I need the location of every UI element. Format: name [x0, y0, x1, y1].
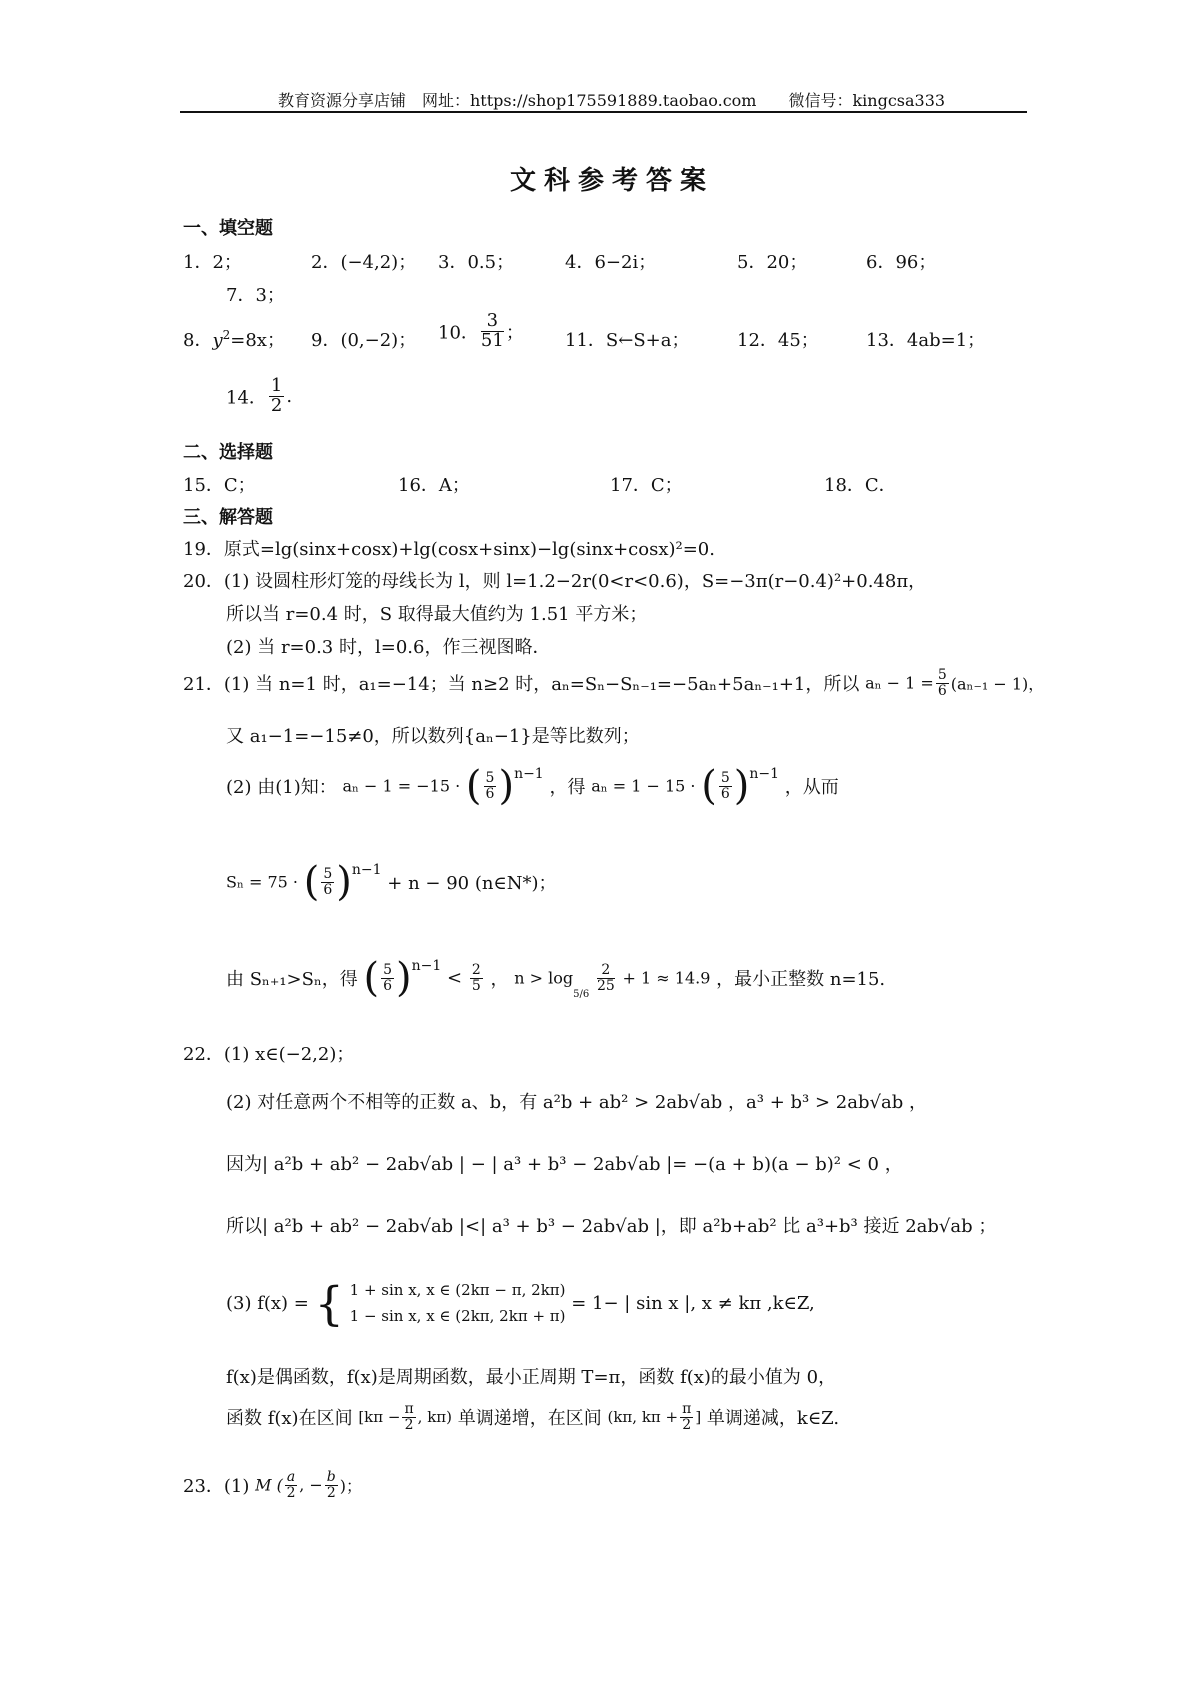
answer-17: 17．C； — [610, 475, 683, 496]
piecewise-case-1: 1 + sin x, x ∈ (2kπ − π, 2kπ) — [349, 1281, 566, 1299]
answer-9: 9．(0,−2)； — [311, 330, 417, 351]
question-21-line-1: 21．(1) 当 n=1 时，a₁=−14；当 n≥2 时，aₙ=Sₙ−Sₙ₋₁=−5aₙ+5aₙ₋₁+1，所以 aₙ − 1 = $\frac{5}{6}$ (aₙ₋₁ − 1)， — [183, 667, 1045, 699]
answer-6: 6．96； — [866, 252, 937, 273]
answer-2: 2．(−4,2)； — [311, 252, 417, 273]
answer-10: 10． $\frac{3}{51}$ ； — [438, 310, 524, 351]
section-solve-heading: 三、解答题 — [183, 507, 273, 528]
question-22-line-3: 因为| a²b + ab² − 2ab√ab | − | a³ + b³ − 2ab√ab |= −(a + b)(a − b)² < 0 ， — [226, 1154, 903, 1175]
question-21-line-3: (2) 由(1)知： aₙ − 1 = −15 · ( $\frac{5}{6}$ )$^{n-1}$ ，得 aₙ = 1 − 15 · ( $\frac{5}{6}$ )$^{n-1}$ ，从而 — [226, 763, 839, 809]
section-choice-heading: 二、选择题 — [183, 442, 273, 463]
piecewise-case-2: 1 − sin x, x ∈ (2kπ, 2kπ + π) — [349, 1306, 566, 1325]
answer-5: 5．20； — [737, 252, 808, 273]
question-20-line-1: 20．(1) 设圆柱形灯笼的母线长为 l，则 l=1.2−2r(0<r<0.6)，S=−3π(r−0.4)²+0.48π， — [183, 571, 927, 592]
page-header: 教育资源分享店铺 网址：https://shop175591889.taobao.com 微信号：kingcsa333 — [278, 91, 946, 110]
question-21-line-4: Sₙ = 75 · ( $\frac{5}{6}$ )$^{n-1}$ + n − 90 (n∈N*)； — [226, 859, 557, 905]
answer-4: 4．6−2i； — [565, 252, 657, 273]
question-22-line-6: f(x)是偶函数，f(x)是周期函数，最小正周期 T=π，函数 f(x)的最小值为 0， — [226, 1367, 837, 1388]
page-title: 文科参考答案 — [510, 166, 715, 196]
answer-7: 7．3； — [226, 285, 285, 306]
question-22-line-2: (2) 对任意两个不相等的正数 a、b，有 a²b + ab² > 2ab√ab ，a³ + b³ > 2ab√ab ， — [226, 1092, 927, 1113]
question-19: 19．原式=lg(sinx+cosx)+lg(cosx+sinx)−lg(sinx+cosx)²=0. — [183, 539, 715, 560]
answer-14: 14． $\frac{1}{2}$ . — [226, 375, 293, 416]
answer-8: 8．$y^2=8x$； — [183, 328, 285, 351]
answer-1: 1．2； — [183, 252, 242, 273]
question-23-line-1: 23．(1) M ( $\frac{a}{2}$ , − $\frac{b}{2}$ )； — [183, 1469, 363, 1501]
answer-13: 13．4ab=1； — [866, 330, 986, 351]
answer-3: 3．0.5； — [438, 252, 515, 273]
question-22-line-5: (3) f(x) = { 1 + sin x, x ∈ (2kπ − π, 2kπ) 1 − sin x, x ∈ (2kπ, 2kπ + π) = 1− | sin x |, x ≠ kπ ,k∈Z, — [226, 1276, 815, 1331]
question-21-line-2: 又 a₁−1=−15≠0，所以数列{aₙ−1}是等比数列； — [226, 726, 640, 747]
answer-18: 18．C． — [824, 475, 897, 496]
question-22-line-4: 所以| a²b + ab² − 2ab√ab |<| a³ + b³ − 2ab√ab |，即 a²b+ab² 比 a³+b³ 接近 2ab√ab ； — [226, 1216, 997, 1237]
answer-16: 16．A； — [398, 475, 470, 496]
question-20-line-2: 所以当 r=0.4 时，S 取得最大值约为 1.51 平方米； — [226, 604, 648, 625]
header-rule — [180, 111, 1027, 113]
answer-11: 11．S←S+a； — [565, 330, 690, 351]
answer-12: 12．45； — [737, 330, 819, 351]
question-20-line-3: (2) 当 r=0.3 时，l=0.6，作三视图略． — [226, 637, 551, 658]
section-fill-heading: 一、填空题 — [183, 218, 273, 239]
answer-15: 15．C； — [183, 475, 256, 496]
question-22-line-1: 22．(1) x∈(−2,2)； — [183, 1044, 355, 1065]
question-22-line-7: 函数 f(x)在区间 [kπ − $\frac{\pi}{2}$ , kπ) 单调递增，在区间 (kπ, kπ + $\frac{\pi}{2}$ ] 单调递减，k∈Z. — [226, 1401, 840, 1433]
question-21-line-5: 由 Sₙ₊₁>Sₙ，得 ( $\frac{5}{6}$ )$^{n-1}$ < $\frac{2}{5}$ ， $n > \log_{5/6}$ $\frac{2}{25}$ + 1 ≈ 14.9 ，最小正整数 n=15. — [226, 955, 886, 1001]
